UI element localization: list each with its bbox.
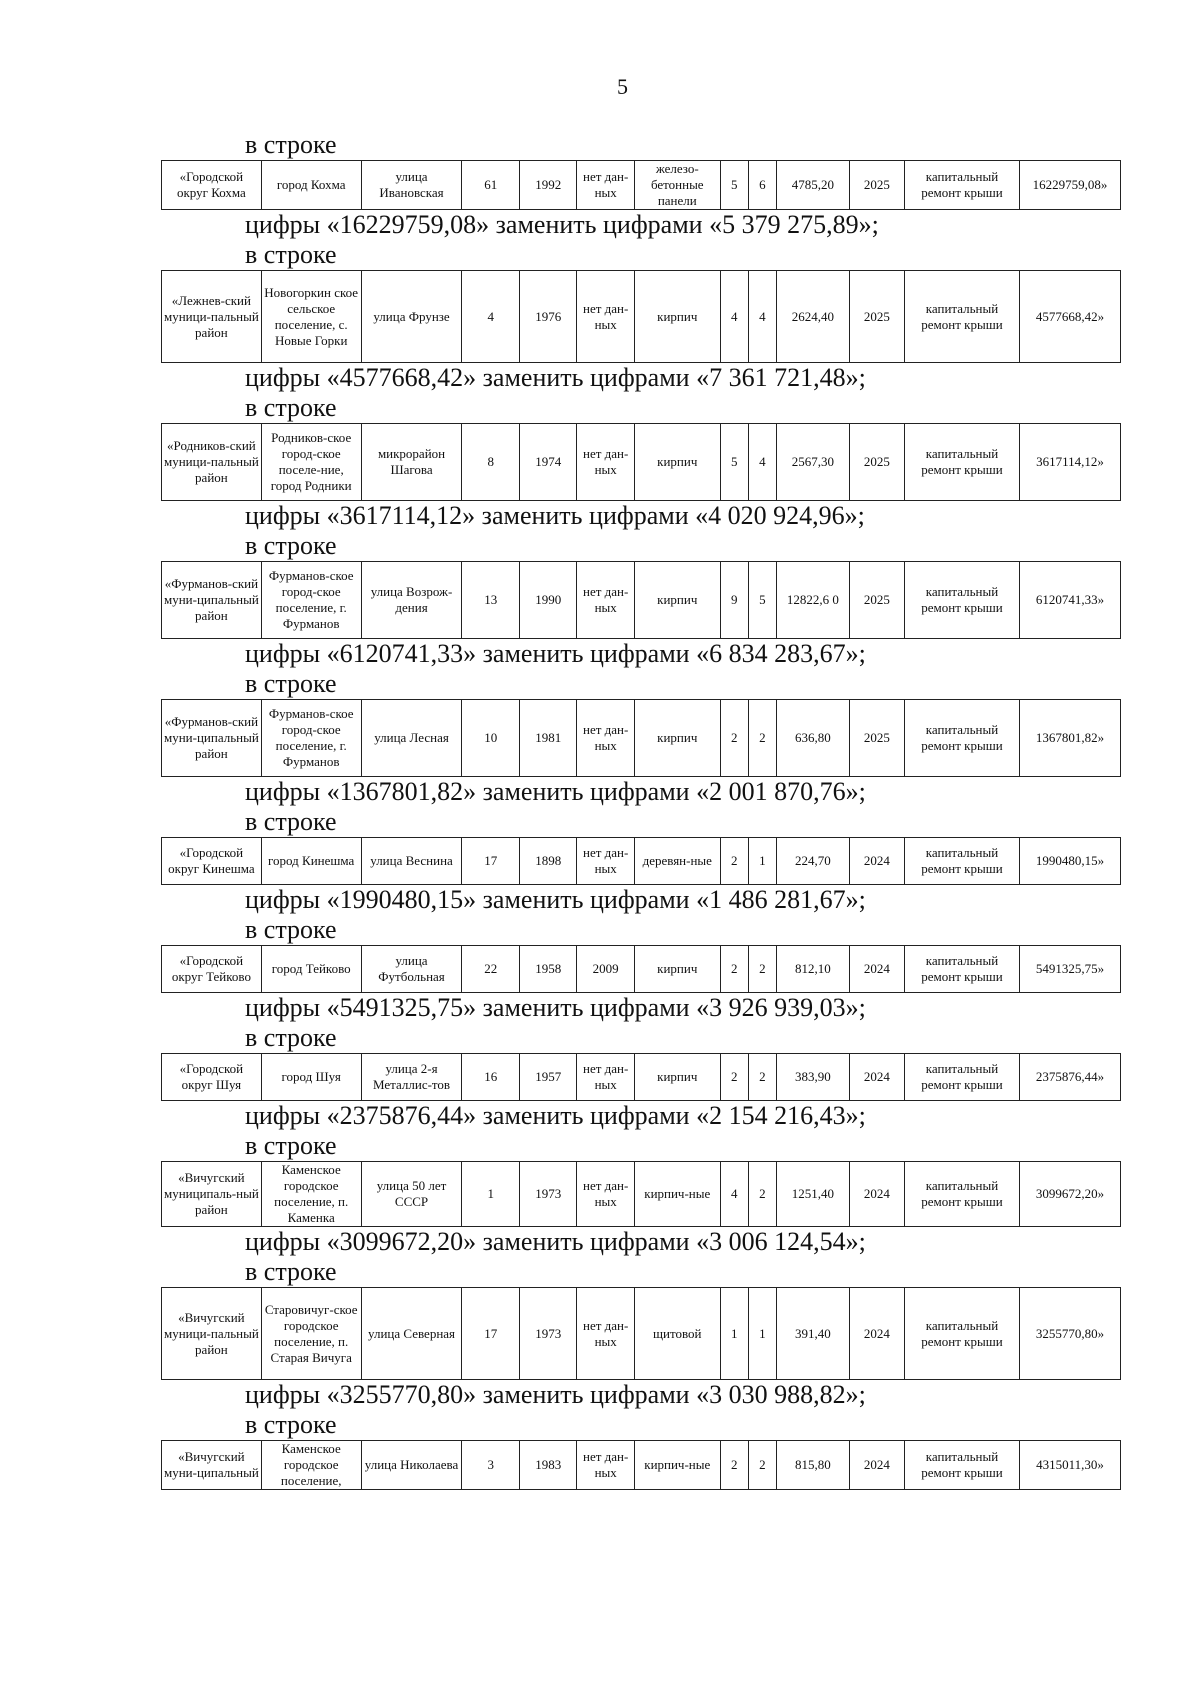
intro-text: в строке [245, 240, 337, 269]
municipality-cell: «Родников-ский муници-пальный район [162, 424, 262, 501]
build-year-cell: 1898 [519, 838, 576, 885]
page-number: 5 [617, 74, 628, 99]
intro-text: в строке [245, 393, 337, 422]
housing-table-row [161, 423, 1121, 501]
entrances-cell: 2 [748, 1441, 776, 1490]
cost-cell: 3617114,12» [1019, 424, 1120, 501]
floors-cell: 2 [720, 1441, 748, 1490]
wall-material-cell: кирпич [634, 271, 720, 363]
cost-cell: 1990480,15» [1019, 838, 1120, 885]
plan-year-cell: 2024 [849, 1288, 904, 1380]
document-body [161, 130, 1121, 1490]
municipality-cell: «Городской округ Кохма [162, 161, 262, 210]
street-cell: улица 2-я Металлис-тов [361, 1054, 462, 1101]
settlement-cell: Каменское городское поселение, [261, 1441, 361, 1490]
replacement-instruction: цифры «5491325,75» заменить цифрами «3 926 939,03»; [245, 993, 866, 1022]
work-type-cell: капитальный ремонт крыши [905, 271, 1020, 363]
replacement-instruction: цифры «6120741,33» заменить цифрами «6 834 283,67»; [245, 639, 866, 668]
municipality-cell: «Городской округ Кинешма [162, 838, 262, 885]
house-number-cell: 17 [462, 1288, 519, 1380]
street-cell: улица Ивановская [361, 161, 462, 210]
house-number-cell: 4 [462, 271, 519, 363]
housing-table-row [161, 837, 1121, 885]
street-cell: улица 50 лет СССР [361, 1162, 462, 1227]
replacement-instruction: цифры «2375876,44» заменить цифрами «2 154 216,43»; [245, 1101, 866, 1130]
entrances-cell: 2 [748, 1162, 776, 1227]
wall-material-cell: кирпич [634, 1054, 720, 1101]
area-cell: 224,70 [777, 838, 850, 885]
wall-material-cell: кирпич-ные [634, 1441, 720, 1490]
floors-cell: 2 [720, 838, 748, 885]
replacement-instruction: цифры «3255770,80» заменить цифрами «3 030 988,82»; [245, 1380, 866, 1409]
intro-text: в строке [245, 1257, 337, 1286]
plan-year-cell: 2024 [849, 946, 904, 993]
wall-material-cell: железо-бетонные панели [634, 161, 720, 210]
replacement-instruction: цифры «1990480,15» заменить цифрами «1 486 281,67»; [245, 885, 866, 914]
settlement-cell: город Кинешма [261, 838, 361, 885]
street-cell: улица Фрунзе [361, 271, 462, 363]
work-type-cell: капитальный ремонт крыши [905, 1162, 1020, 1227]
replacement-instruction: цифры «3617114,12» заменить цифрами «4 020 924,96»; [245, 501, 865, 530]
wall-material-cell: кирпич-ные [634, 1162, 720, 1227]
floors-cell: 1 [720, 1288, 748, 1380]
settlement-cell: город Кохма [261, 161, 361, 210]
renovation-year-cell: нет дан-ных [577, 1162, 634, 1227]
work-type-cell: капитальный ремонт крыши [905, 946, 1020, 993]
renovation-year-cell: нет дан-ных [577, 424, 634, 501]
renovation-year-cell: нет дан-ных [577, 271, 634, 363]
plan-year-cell: 2024 [849, 1162, 904, 1227]
area-cell: 812,10 [777, 946, 850, 993]
wall-material-cell: деревян-ные [634, 838, 720, 885]
street-cell: улица Веснина [361, 838, 462, 885]
build-year-cell: 1958 [519, 946, 576, 993]
house-number-cell: 1 [462, 1162, 519, 1227]
renovation-year-cell: 2009 [577, 946, 634, 993]
replacement-instruction: цифры «3099672,20» заменить цифрами «3 006 124,54»; [245, 1227, 866, 1256]
municipality-cell: «Фурманов-ский муни-ципальный район [162, 700, 262, 777]
intro-text: в строке [245, 915, 337, 944]
work-type-cell: капитальный ремонт крыши [905, 1054, 1020, 1101]
build-year-cell: 1983 [519, 1441, 576, 1490]
build-year-cell: 1957 [519, 1054, 576, 1101]
housing-table-row [161, 1287, 1121, 1380]
renovation-year-cell: нет дан-ных [577, 1054, 634, 1101]
build-year-cell: 1974 [519, 424, 576, 501]
cost-cell: 4577668,42» [1019, 271, 1120, 363]
wall-material-cell: кирпич [634, 424, 720, 501]
cost-cell: 2375876,44» [1019, 1054, 1120, 1101]
entrances-cell: 2 [748, 1054, 776, 1101]
street-cell: улица Лесная [361, 700, 462, 777]
entrances-cell: 4 [748, 424, 776, 501]
floors-cell: 9 [720, 562, 748, 639]
housing-table-row [161, 699, 1121, 777]
housing-table-row [161, 1440, 1121, 1490]
floors-cell: 2 [720, 1054, 748, 1101]
plan-year-cell: 2024 [849, 1054, 904, 1101]
replacement-instruction: цифры «1367801,82» заменить цифрами «2 001 870,76»; [245, 777, 866, 806]
renovation-year-cell: нет дан-ных [577, 1288, 634, 1380]
build-year-cell: 1976 [519, 271, 576, 363]
intro-text: в строке [245, 669, 337, 698]
cost-cell: 1367801,82» [1019, 700, 1120, 777]
cost-cell: 4315011,30» [1019, 1441, 1120, 1490]
plan-year-cell: 2024 [849, 838, 904, 885]
settlement-cell: Каменское городское поселение, п. Каменка [261, 1162, 361, 1227]
settlement-cell: город Шуя [261, 1054, 361, 1101]
renovation-year-cell: нет дан-ных [577, 838, 634, 885]
house-number-cell: 3 [462, 1441, 519, 1490]
entrances-cell: 1 [748, 1288, 776, 1380]
entrances-cell: 1 [748, 838, 776, 885]
settlement-cell: Фурманов-ское город-ское поселение, г. Фурманов [261, 700, 361, 777]
house-number-cell: 17 [462, 838, 519, 885]
intro-text: в строке [245, 130, 337, 159]
street-cell: улица Северная [361, 1288, 462, 1380]
build-year-cell: 1973 [519, 1288, 576, 1380]
area-cell: 391,40 [777, 1288, 850, 1380]
wall-material-cell: щитовой [634, 1288, 720, 1380]
cost-cell: 6120741,33» [1019, 562, 1120, 639]
street-cell: улица Футбольная [361, 946, 462, 993]
street-cell: улица Николаева [361, 1441, 462, 1490]
build-year-cell: 1973 [519, 1162, 576, 1227]
house-number-cell: 13 [462, 562, 519, 639]
housing-table-row [161, 945, 1121, 993]
renovation-year-cell: нет дан-ных [577, 1441, 634, 1490]
work-type-cell: капитальный ремонт крыши [905, 161, 1020, 210]
work-type-cell: капитальный ремонт крыши [905, 1288, 1020, 1380]
municipality-cell: «Вичугский муниципаль-ный район [162, 1162, 262, 1227]
intro-text: в строке [245, 1023, 337, 1052]
municipality-cell: «Фурманов-ский муни-ципальный район [162, 562, 262, 639]
intro-text: в строке [245, 1131, 337, 1160]
area-cell: 383,90 [777, 1054, 850, 1101]
entrances-cell: 5 [748, 562, 776, 639]
house-number-cell: 22 [462, 946, 519, 993]
entrances-cell: 6 [748, 161, 776, 210]
cost-cell: 3255770,80» [1019, 1288, 1120, 1380]
work-type-cell: капитальный ремонт крыши [905, 424, 1020, 501]
build-year-cell: 1981 [519, 700, 576, 777]
municipality-cell: «Вичугский муни-ципальный [162, 1441, 262, 1490]
floors-cell: 4 [720, 1162, 748, 1227]
cost-cell: 16229759,08» [1019, 161, 1120, 210]
wall-material-cell: кирпич [634, 946, 720, 993]
renovation-year-cell: нет дан-ных [577, 161, 634, 210]
area-cell: 1251,40 [777, 1162, 850, 1227]
housing-table-row [161, 1053, 1121, 1101]
wall-material-cell: кирпич [634, 562, 720, 639]
settlement-cell: Родников-ское город-ское поселе-ние, город Родники [261, 424, 361, 501]
settlement-cell: Старовичуг-ское городское поселение, п. Старая Вичуга [261, 1288, 361, 1380]
replacement-instruction: цифры «16229759,08» заменить цифрами «5 379 275,89»; [245, 210, 879, 239]
house-number-cell: 61 [462, 161, 519, 210]
entrances-cell: 4 [748, 271, 776, 363]
plan-year-cell: 2025 [849, 700, 904, 777]
plan-year-cell: 2025 [849, 562, 904, 639]
street-cell: микрорайон Шагова [361, 424, 462, 501]
entrances-cell: 2 [748, 700, 776, 777]
work-type-cell: капитальный ремонт крыши [905, 700, 1020, 777]
plan-year-cell: 2025 [849, 161, 904, 210]
floors-cell: 5 [720, 424, 748, 501]
street-cell: улица Возрож-дения [361, 562, 462, 639]
floors-cell: 4 [720, 271, 748, 363]
floors-cell: 2 [720, 946, 748, 993]
area-cell: 2624,40 [777, 271, 850, 363]
wall-material-cell: кирпич [634, 700, 720, 777]
replacement-instruction: цифры «4577668,42» заменить цифрами «7 361 721,48»; [245, 363, 866, 392]
cost-cell: 3099672,20» [1019, 1162, 1120, 1227]
settlement-cell: Фурманов-ское город-ское поселение, г. Фурманов [261, 562, 361, 639]
house-number-cell: 10 [462, 700, 519, 777]
renovation-year-cell: нет дан-ных [577, 562, 634, 639]
plan-year-cell: 2025 [849, 271, 904, 363]
area-cell: 815,80 [777, 1441, 850, 1490]
build-year-cell: 1990 [519, 562, 576, 639]
area-cell: 4785,20 [777, 161, 850, 210]
work-type-cell: капитальный ремонт крыши [905, 838, 1020, 885]
plan-year-cell: 2024 [849, 1441, 904, 1490]
cost-cell: 5491325,75» [1019, 946, 1120, 993]
intro-text: в строке [245, 807, 337, 836]
work-type-cell: капитальный ремонт крыши [905, 562, 1020, 639]
municipality-cell: «Городской округ Шуя [162, 1054, 262, 1101]
floors-cell: 2 [720, 700, 748, 777]
plan-year-cell: 2025 [849, 424, 904, 501]
area-cell: 636,80 [777, 700, 850, 777]
municipality-cell: «Вичугский муници-пальный район [162, 1288, 262, 1380]
settlement-cell: город Тейково [261, 946, 361, 993]
entrances-cell: 2 [748, 946, 776, 993]
work-type-cell: капитальный ремонт крыши [905, 1441, 1020, 1490]
municipality-cell: «Городской округ Тейково [162, 946, 262, 993]
housing-table-row [161, 270, 1121, 363]
housing-table-row [161, 160, 1121, 210]
area-cell: 12822,6 0 [777, 562, 850, 639]
house-number-cell: 8 [462, 424, 519, 501]
settlement-cell: Новогоркин ское сельское поселение, с. Новые Горки [261, 271, 361, 363]
renovation-year-cell: нет дан-ных [577, 700, 634, 777]
house-number-cell: 16 [462, 1054, 519, 1101]
housing-table-row [161, 561, 1121, 639]
intro-text: в строке [245, 1410, 337, 1439]
municipality-cell: «Лежнев-ский муници-пальный район [162, 271, 262, 363]
area-cell: 2567,30 [777, 424, 850, 501]
housing-table-row [161, 1161, 1121, 1227]
floors-cell: 5 [720, 161, 748, 210]
build-year-cell: 1992 [519, 161, 576, 210]
intro-text: в строке [245, 531, 337, 560]
